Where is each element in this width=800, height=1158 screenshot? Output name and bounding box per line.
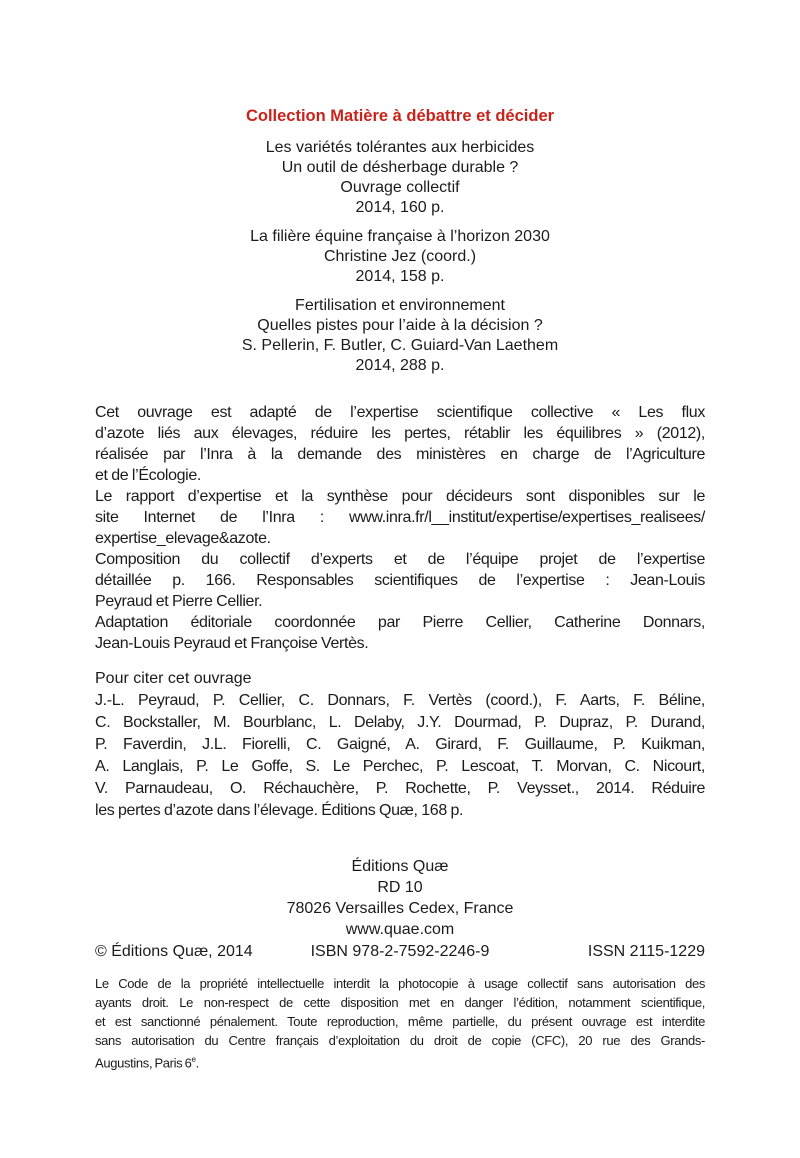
about-line: détaillée p. 166. Responsables scientifiques de l’expertise : Jean-Louis [95,572,705,589]
book-line: 2014, 288 p. [355,357,445,374]
legal-line: et est sanctionné pénalement. Toute reproduction, même partielle, du présent ouvrage est interdite [95,1014,705,1029]
legal-last-line-period: . [195,1055,199,1071]
isbn: ISBN 978-2-7592-2246-9 [310,943,490,960]
about-paragraph [95,402,705,486]
book-line: Fertilisation et environnement [295,297,505,314]
collection-book-list [95,138,705,376]
book-line: S. Pellerin, F. Butler, C. Guiard-Van Laethem [241,337,559,354]
legal-line: ayants droit. Le non-respect de cette disposition met en danger l’édition, notamment scientifique, [95,995,705,1010]
ordinal-superscript: e [191,1055,196,1064]
publisher-address-line: 78026 Versailles Cedex, France [286,900,514,917]
about-line: Jean-Louis Peyraud et Françoise Vertès. [95,635,369,652]
about-line: Le rapport d’expertise et la synthèse pour décideurs sont disponibles sur le [95,488,705,505]
about-line: Composition du collectif d’experts et de l’équipe projet de l’expertise [95,551,705,568]
about-paragraph [95,549,705,612]
about-line: réalisée par l’Inra à la demande des ministères en charge de l’Agriculture [95,446,705,463]
book-line: Les variétés tolérantes aux herbicides [265,139,535,156]
book-line: 2014, 160 p. [355,199,445,216]
publisher-address-line: RD 10 [377,879,423,896]
book-line: 2014, 158 p. [355,268,445,285]
citation-line: J.-L. Peyraud, P. Cellier, C. Donnars, F. Vertès (coord.), F. Aarts, F. Béline, [95,692,705,709]
legal-line: Le Code de la propriété intellectuelle interdit la photocopie à usage collectif sans autorisation des [95,976,705,991]
book-line: Un outil de désherbage durable ? [281,159,519,176]
citation-line: V. Parnaudeau, O. Réchauchère, P. Rochette, P. Veysset., 2014. Réduire [95,780,705,797]
book-line: Quelles pistes pour l’aide à la décision ? [257,317,543,334]
imprint-row [95,942,705,962]
about-paragraph [95,486,705,549]
citation-line: A. Langlais, P. Le Goffe, S. Le Perchec, P. Lescoat, T. Morvan, C. Nicourt, [95,758,705,775]
about-line: Cet ouvrage est adapté de l’expertise scientifique collective « Les flux [95,404,705,421]
book-entry [95,138,705,218]
about-line: Adaptation éditoriale coordonnée par Pierre Cellier, Catherine Donnars, [95,614,705,631]
citation-line: P. Faverdin, J.L. Fiorelli, C. Gaigné, A. Girard, F. Guillaume, P. Kuikman, [95,736,705,753]
book-entry [95,227,705,287]
publisher-address [95,856,705,940]
citation-body [95,690,705,822]
citation-section [95,668,705,822]
issn: ISSN 2115-1229 [587,943,705,960]
legal-line: sans autorisation du Centre français d’exploitation du droit de copie (CFC), 20 rue des Grands- [95,1033,705,1048]
about-line: et de l’Écologie. [95,467,202,484]
citation-heading: Pour citer cet ouvrage [95,670,252,687]
about-line: d’azote liés aux élevages, réduire les pertes, rétablir les équilibres » (2012), [95,425,705,442]
publisher-address-line: www.quae.com [345,921,455,938]
legal-last-line-text: Augustins, Paris 6 [95,1055,192,1071]
book-line: La filière équine française à l’horizon 2030 [250,228,550,245]
about-line: expertise_elevage&azote. [95,530,271,547]
about-section [95,402,705,654]
about-line: site Internet de l’Inra : www.inra.fr/l__institut/expertise/expertises_realisees/ [95,509,705,526]
collection-heading: Collection Matière à débattre et décider [245,107,555,125]
book-line: Ouvrage collectif [340,179,460,196]
collection-section [95,106,705,376]
book-entry [95,296,705,376]
legal-notice [95,974,705,1072]
publisher-address-line: Éditions Quæ [351,858,449,875]
about-line: Peyraud et Pierre Cellier. [95,593,263,610]
citation-line: les pertes d’azote dans l’élevage. Éditions Quæ, 168 p. [95,802,464,819]
about-paragraph [95,612,705,654]
legal-line [95,1050,705,1072]
legal-notice-body [95,974,705,1050]
citation-line: C. Bockstaller, M. Bourblanc, L. Delaby, J.Y. Dourmad, P. Dupraz, P. Durand, [95,714,705,731]
copyright-notice: © Éditions Quæ, 2014 [95,943,253,960]
book-line: Christine Jez (coord.) [323,248,477,265]
